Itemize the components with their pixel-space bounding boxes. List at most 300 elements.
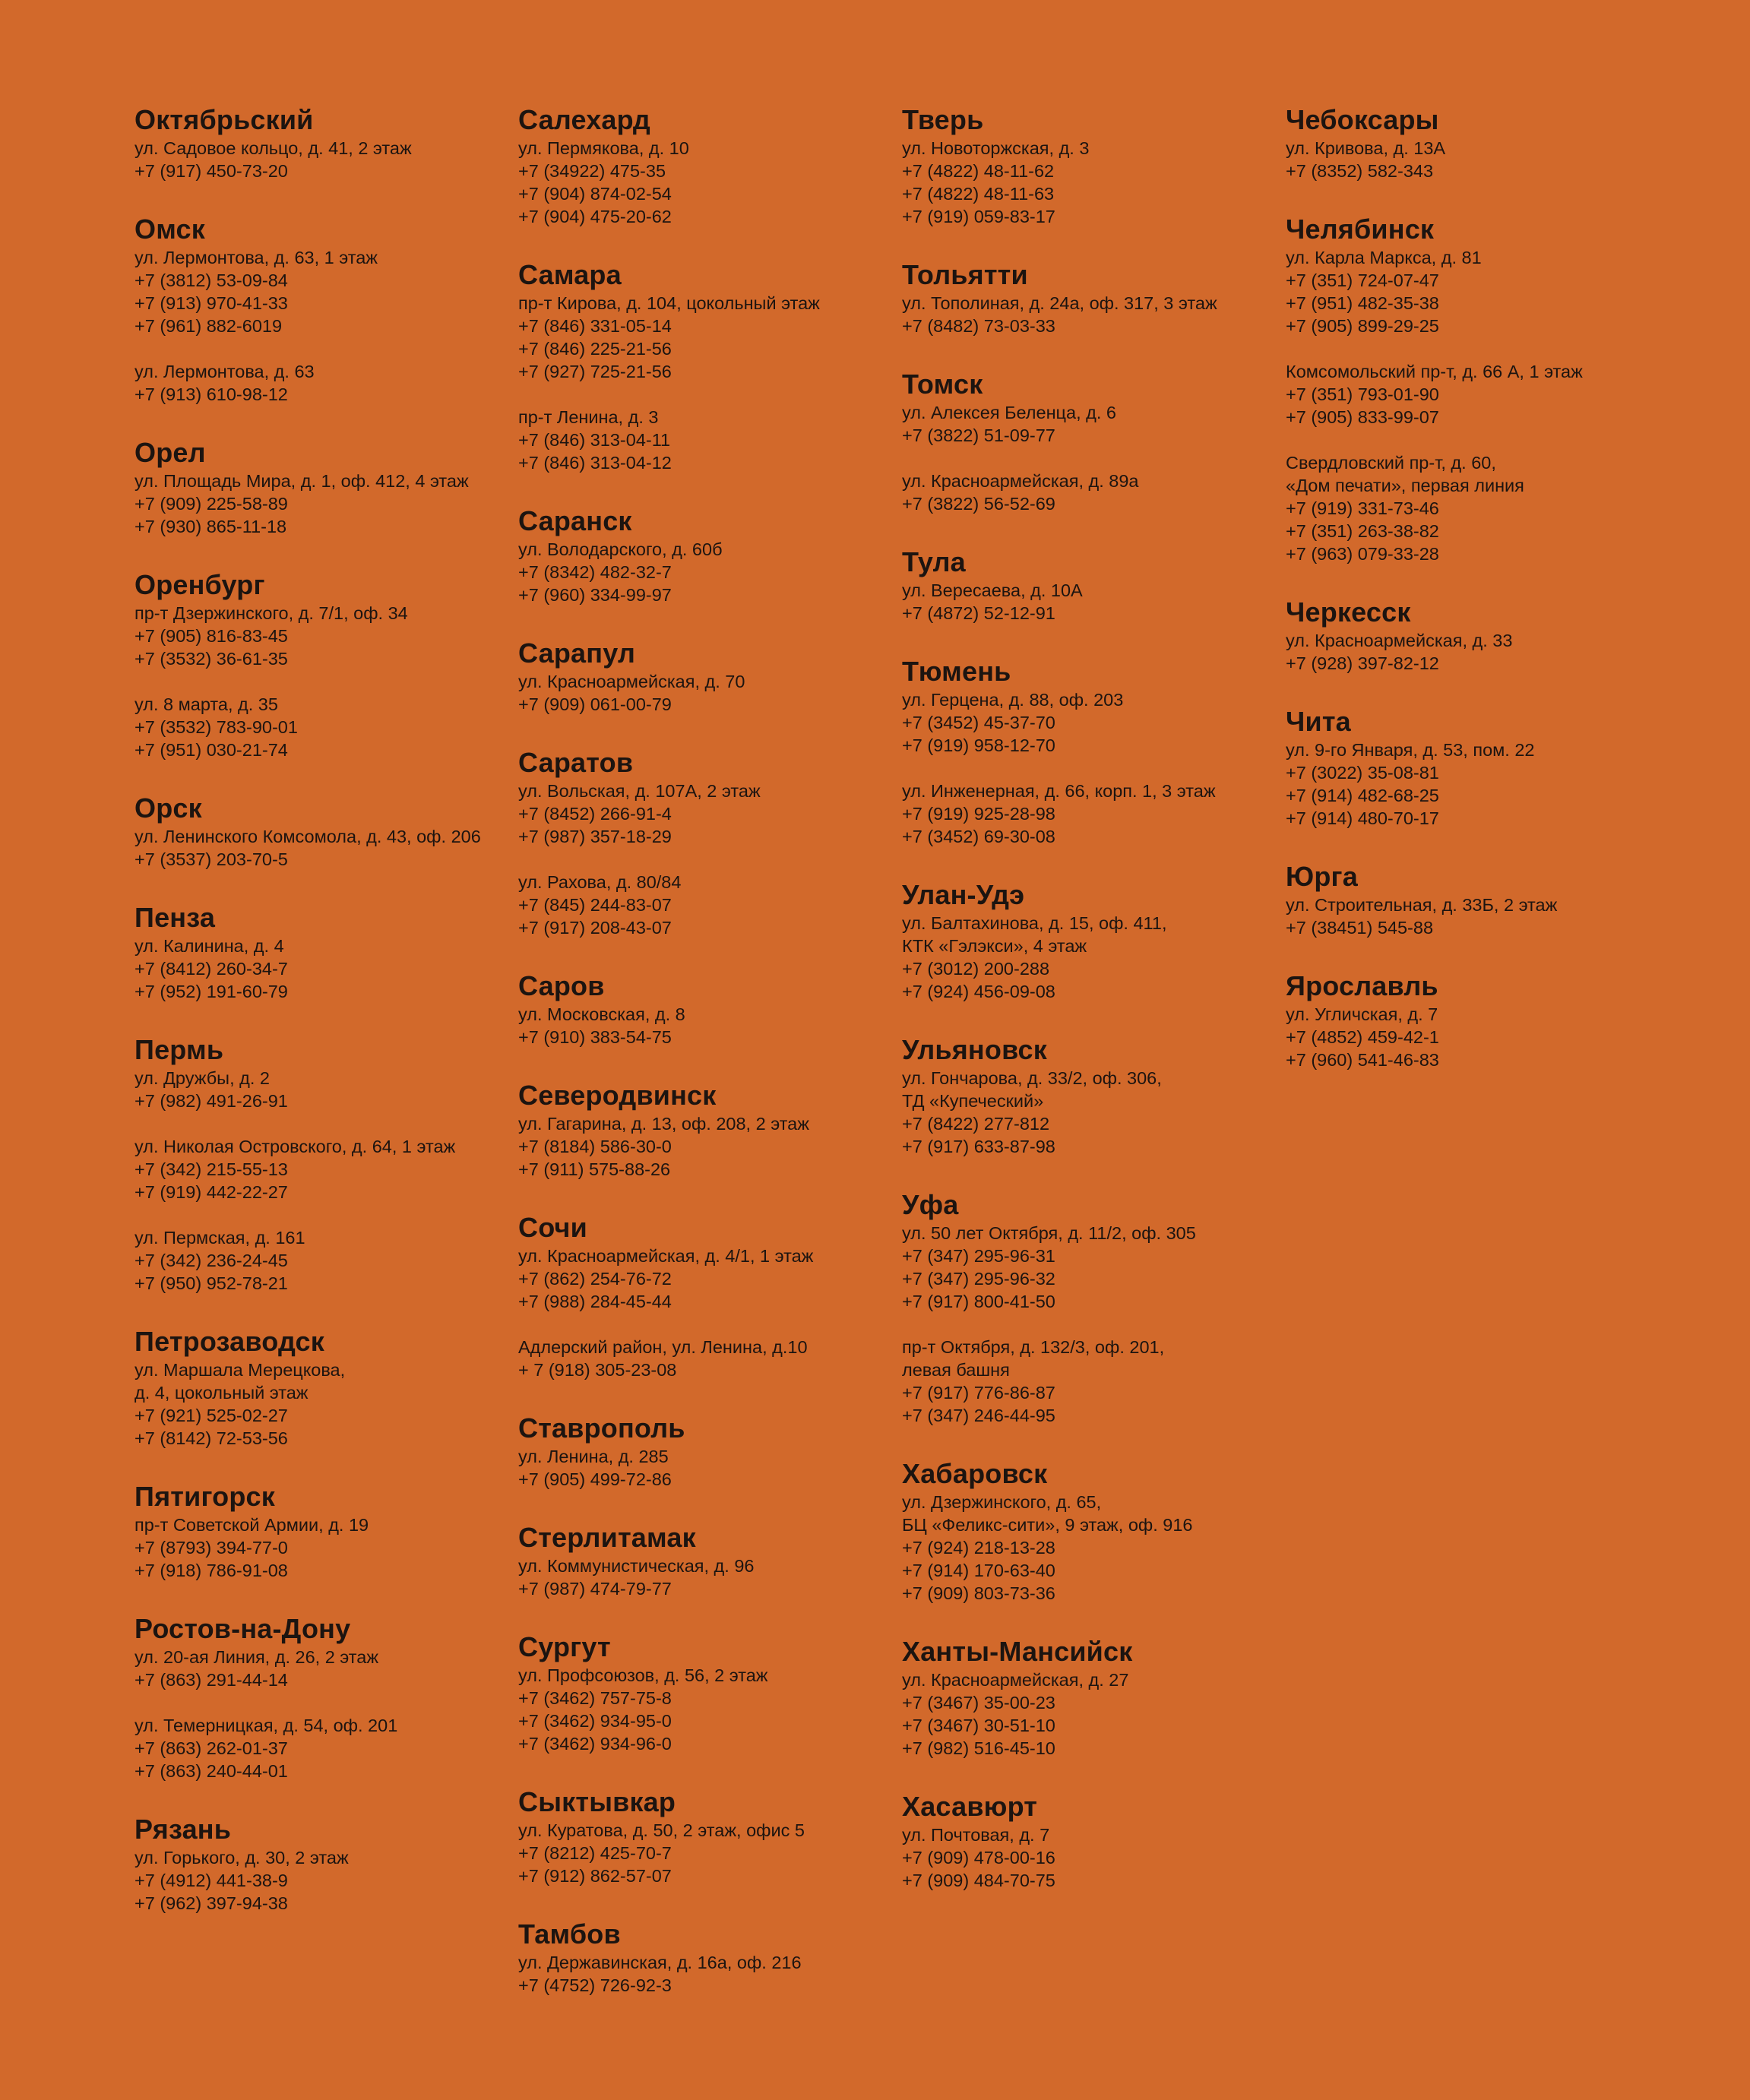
office-block [1286, 629, 1666, 675]
phone-number: +7 (912) 862-57-07 [518, 1866, 672, 1886]
phone-number: +7 (987) 474-79-77 [518, 1579, 672, 1599]
directory-column [518, 103, 898, 2027]
phone-number: +7 (962) 397-94-38 [134, 1893, 288, 1913]
city-name: Чебоксары [1286, 104, 1439, 135]
office-address: ул. Куратова, д. 50, 2 этаж, офис 5 [518, 1820, 805, 1840]
phone-number: + 7 (918) 305-23-08 [518, 1360, 677, 1380]
phone-number: +7 (963) 079-33-28 [1286, 544, 1439, 564]
office-address: ул. Угличская, д. 7 [1286, 1004, 1438, 1024]
city-name: Тольятти [902, 259, 1028, 290]
phone-number: +7 (917) 208-43-07 [518, 918, 672, 938]
office-address: ул. Площадь Мира, д. 1, оф. 412, 4 этаж [134, 471, 469, 491]
office-address: Адлерский район, ул. Ленина, д.10 [518, 1337, 808, 1357]
phone-number: +7 (862) 254-76-72 [518, 1269, 672, 1289]
office-address: ул. Герцена, д. 88, оф. 203 [902, 690, 1124, 710]
phone-number: +7 (919) 331-73-46 [1286, 498, 1439, 518]
office-block [902, 401, 1282, 447]
office-address: ул. Красноармейская, д. 27 [902, 1670, 1129, 1690]
office-block [518, 137, 898, 228]
office-address: пр-т Ленина, д. 3 [518, 407, 659, 427]
city-name: Томск [902, 368, 983, 400]
office-block [134, 137, 514, 182]
phone-number: +7 (917) 633-87-98 [902, 1137, 1055, 1156]
phone-number: +7 (3532) 783-90-01 [134, 717, 298, 737]
city-entry [518, 1412, 898, 1491]
phone-number: +7 (3467) 35-00-23 [902, 1693, 1055, 1713]
phone-number: +7 (961) 882-6019 [134, 316, 283, 336]
city-entry [902, 1188, 1282, 1427]
city-name: Тула [902, 546, 966, 577]
office-address: ул. Красноармейская, д. 70 [518, 672, 745, 691]
office-address: ул. Красноармейская, д. 89а [902, 471, 1139, 491]
office-address: ул. Коммунистическая, д. 96 [518, 1556, 755, 1576]
city-entry [134, 213, 514, 406]
office-address: ул. Горького, д. 30, 2 этаж [134, 1848, 349, 1868]
phone-number: +7 (8793) 394-77-0 [134, 1538, 288, 1558]
city-name: Орск [134, 792, 202, 824]
city-entry [518, 1521, 898, 1600]
phone-number: +7 (863) 240-44-01 [134, 1761, 288, 1781]
office-block [134, 1358, 514, 1450]
phone-number: +7 (8184) 586-30-0 [518, 1137, 672, 1156]
office-address: ул. Лермонтова, д. 63 [134, 362, 315, 381]
office-block [1286, 360, 1666, 429]
office-address: ул. Пермякова, д. 10 [518, 138, 689, 158]
office-address: д. 4, цокольный этаж [134, 1383, 309, 1403]
office-address: пр-т Дзержинского, д. 7/1, оф. 34 [134, 603, 408, 623]
office-block [518, 1003, 898, 1048]
phone-number: +7 (4752) 726-92-3 [518, 1975, 672, 1995]
phone-number: +7 (905) 833-99-07 [1286, 407, 1439, 427]
office-address: ул. Ленина, д. 285 [518, 1447, 669, 1466]
office-address: ул. Карла Маркса, д. 81 [1286, 248, 1482, 267]
city-entry [134, 792, 514, 871]
phone-number: +7 (982) 491-26-91 [134, 1091, 288, 1111]
phone-number: +7 (3022) 35-08-81 [1286, 763, 1439, 783]
city-entry [134, 1480, 514, 1582]
phone-number: +7 (904) 874-02-54 [518, 184, 672, 204]
phone-number: +7 (914) 480-70-17 [1286, 808, 1439, 828]
city-entry [902, 878, 1282, 1003]
office-address: ул. Алексея Беленца, д. 6 [902, 403, 1116, 422]
city-entry [902, 368, 1282, 515]
city-entry [902, 1457, 1282, 1605]
city-name: Пенза [134, 902, 216, 933]
city-name: Октябрьский [134, 104, 314, 135]
phone-number: +7 (4852) 459-42-1 [1286, 1027, 1439, 1047]
phone-number: +7 (950) 952-78-21 [134, 1273, 288, 1293]
office-address: ул. Гончарова, д. 33/2, оф. 306, [902, 1068, 1162, 1088]
phone-number: +7 (342) 215-55-13 [134, 1159, 288, 1179]
office-block [134, 1513, 514, 1582]
phone-number: +7 (845) 244-83-07 [518, 895, 672, 915]
city-entry [518, 103, 898, 228]
office-address: пр-т Кирова, д. 104, цокольный этаж [518, 293, 820, 313]
phone-number: +7 (3822) 56-52-69 [902, 494, 1055, 514]
phone-number: +7 (347) 295-96-31 [902, 1246, 1055, 1266]
phone-number: +7 (846) 313-04-11 [518, 430, 671, 450]
office-block [902, 1222, 1282, 1313]
office-address: ул. Дружбы, д. 2 [134, 1068, 270, 1088]
office-address: пр-т Октября, д. 132/3, оф. 201, [902, 1337, 1165, 1357]
office-address: ул. Ленинского Комсомола, д. 43, оф. 206 [134, 827, 481, 846]
office-block [134, 1067, 514, 1112]
city-entry [902, 103, 1282, 228]
phone-number: +7 (917) 450-73-20 [134, 161, 288, 181]
office-address: ул. 20-ая Линия, д. 26, 2 этаж [134, 1647, 379, 1667]
city-name: Пермь [134, 1034, 224, 1065]
office-address: «Дом печати», первая линия [1286, 476, 1524, 495]
office-address: ул. Дзержинского, д. 65, [902, 1492, 1102, 1512]
city-name: Пятигорск [134, 1481, 275, 1512]
phone-number: +7 (919) 059-83-17 [902, 207, 1055, 226]
phone-number: +7 (3822) 51-09-77 [902, 425, 1055, 445]
office-block [902, 137, 1282, 228]
phone-number: +7 (930) 865-11-18 [134, 517, 287, 536]
phone-number: +7 (3012) 200-288 [902, 959, 1050, 979]
city-entry [518, 637, 898, 716]
office-block [134, 935, 514, 1003]
office-block [518, 292, 898, 383]
phone-number: +7 (914) 482-68-25 [1286, 786, 1439, 805]
phone-number: +7 (8412) 260-34-7 [134, 959, 288, 979]
office-block [134, 360, 514, 406]
phone-number: +7 (3532) 36-61-35 [134, 649, 288, 669]
city-name: Стерлитамак [518, 1522, 696, 1553]
city-name: Самара [518, 259, 622, 290]
office-block [518, 1554, 898, 1600]
phone-number: +7 (8212) 425-70-7 [518, 1843, 672, 1863]
phone-number: +7 (846) 331-05-14 [518, 316, 672, 336]
phone-number: +7 (911) 575-88-26 [518, 1159, 671, 1179]
city-entry [134, 103, 514, 182]
office-block [518, 538, 898, 606]
office-block [518, 780, 898, 848]
city-name: Тамбов [518, 1918, 621, 1950]
phone-number: +7 (904) 475-20-62 [518, 207, 672, 226]
city-entry [1286, 103, 1666, 182]
phone-number: +7 (913) 610-98-12 [134, 384, 288, 404]
office-address: ТД «Купеческий» [902, 1091, 1044, 1111]
office-block [518, 1245, 898, 1313]
office-block [902, 1668, 1282, 1760]
phone-number: +7 (951) 482-35-38 [1286, 293, 1439, 313]
office-block [134, 1714, 514, 1782]
city-name: Улан-Удэ [902, 879, 1025, 910]
office-address: ул. 8 марта, д. 35 [134, 694, 278, 714]
city-entry [518, 969, 898, 1048]
city-entry [1286, 860, 1666, 939]
phone-number: +7 (909) 803-73-36 [902, 1583, 1055, 1603]
phone-number: +7 (8342) 482-32-7 [518, 562, 672, 582]
office-address: ул. Красноармейская, д. 4/1, 1 этаж [518, 1246, 814, 1266]
office-address: Свердловский пр-т, д. 60, [1286, 453, 1496, 473]
office-address: ул. Московская, д. 8 [518, 1004, 685, 1024]
city-entry [1286, 596, 1666, 675]
city-entry [518, 258, 898, 474]
office-block [134, 1646, 514, 1691]
phone-number: +7 (914) 170-63-40 [902, 1561, 1055, 1580]
phone-number: +7 (905) 899-29-25 [1286, 316, 1439, 336]
city-name: Саров [518, 970, 605, 1001]
city-entry [1286, 705, 1666, 830]
phone-number: +7 (347) 295-96-32 [902, 1269, 1055, 1289]
office-block [902, 1067, 1282, 1158]
phone-number: +7 (8352) 582-343 [1286, 161, 1434, 181]
city-name: Ханты-Мансийск [902, 1636, 1133, 1667]
city-name: Хабаровск [902, 1458, 1048, 1489]
phone-number: +7 (3462) 934-95-0 [518, 1711, 672, 1731]
office-block [134, 1135, 514, 1203]
phone-number: +7 (927) 725-21-56 [518, 362, 672, 381]
city-name: Челябинск [1286, 213, 1435, 245]
office-block [134, 1846, 514, 1915]
city-name: Ставрополь [518, 1412, 685, 1444]
city-entry [518, 1079, 898, 1181]
office-block [1286, 893, 1666, 939]
city-entry [902, 258, 1282, 337]
city-name: Ростов-на-Дону [134, 1613, 351, 1644]
city-entry [902, 546, 1282, 625]
phone-number: +7 (3452) 45-37-70 [902, 713, 1055, 732]
office-block [518, 1819, 898, 1887]
office-address: левая башня [902, 1360, 1010, 1380]
phone-number: +7 (952) 191-60-79 [134, 982, 288, 1001]
office-block [134, 470, 514, 538]
office-address: ул. Инженерная, д. 66, корп. 1, 3 этаж [902, 781, 1216, 801]
phone-number: +7 (918) 786-91-08 [134, 1561, 288, 1580]
office-block [902, 470, 1282, 515]
city-entry [518, 1785, 898, 1887]
city-name: Орел [134, 437, 206, 468]
office-block [902, 1823, 1282, 1892]
phone-number: +7 (919) 925-28-98 [902, 804, 1055, 824]
office-address: ул. Профсоюзов, д. 56, 2 этаж [518, 1665, 768, 1685]
office-block [134, 246, 514, 337]
city-entry [518, 1211, 898, 1381]
city-name: Саранск [518, 505, 632, 536]
office-address: ул. Строительная, д. 33Б, 2 этаж [1286, 895, 1558, 915]
office-address: ул. Пермская, д. 161 [134, 1228, 305, 1248]
office-address: ул. Темерницкая, д. 54, оф. 201 [134, 1716, 398, 1735]
phone-number: +7 (928) 397-82-12 [1286, 653, 1439, 673]
city-entry [1286, 969, 1666, 1071]
phone-number: +7 (3462) 934-96-0 [518, 1734, 672, 1754]
office-block [518, 1336, 898, 1381]
city-name: Рязань [134, 1814, 232, 1845]
city-name: Черкесск [1286, 596, 1411, 628]
phone-number: +7 (960) 541-46-83 [1286, 1050, 1439, 1070]
office-block [518, 406, 898, 474]
phone-number: +7 (909) 478-00-16 [902, 1848, 1055, 1868]
office-block [134, 1226, 514, 1295]
office-address: ул. Державинская, д. 16а, оф. 216 [518, 1953, 802, 1972]
city-name: Салехард [518, 104, 650, 135]
city-entry [902, 1635, 1282, 1760]
phone-number: +7 (846) 225-21-56 [518, 339, 672, 359]
office-block [1286, 738, 1666, 830]
phone-number: +7 (905) 816-83-45 [134, 626, 288, 646]
office-block [1286, 137, 1666, 182]
phone-number: +7 (8422) 277-812 [902, 1114, 1050, 1134]
phone-number: +7 (919) 958-12-70 [902, 735, 1055, 755]
city-name: Петрозаводск [134, 1326, 324, 1357]
office-address: пр-т Советской Армии, д. 19 [134, 1515, 369, 1535]
phone-number: +7 (921) 525-02-27 [134, 1406, 288, 1425]
office-address: ул. 9-го Января, д. 53, пом. 22 [1286, 740, 1535, 760]
city-entry [902, 1790, 1282, 1892]
office-address: ул. Николая Островского, д. 64, 1 этаж [134, 1137, 456, 1156]
city-name: Хасавюрт [902, 1791, 1038, 1822]
phone-number: +7 (4912) 441-38-9 [134, 1871, 288, 1890]
office-address: ул. 50 лет Октября, д. 11/2, оф. 305 [902, 1223, 1196, 1243]
phone-number: +7 (917) 800-41-50 [902, 1292, 1055, 1311]
city-name: Оренбург [134, 569, 265, 600]
office-block [902, 579, 1282, 625]
phone-number: +7 (351) 724-07-47 [1286, 270, 1439, 290]
phone-number: +7 (909) 061-00-79 [518, 694, 672, 714]
city-name: Сыктывкар [518, 1786, 676, 1817]
office-address: ул. Калинина, д. 4 [134, 936, 284, 956]
office-block [134, 693, 514, 761]
office-block [1286, 1003, 1666, 1071]
phone-number: +7 (987) 357-18-29 [518, 827, 672, 846]
office-address: ул. Вересаева, д. 10А [902, 580, 1083, 600]
office-block [518, 1951, 898, 1997]
office-block [902, 292, 1282, 337]
phone-number: +7 (4822) 48-11-62 [902, 161, 1055, 181]
office-block [518, 1445, 898, 1491]
city-entry [902, 1033, 1282, 1158]
phone-number: +7 (913) 970-41-33 [134, 293, 288, 313]
office-address: ул. Маршала Мерецкова, [134, 1360, 346, 1380]
city-name: Ульяновск [902, 1034, 1047, 1065]
office-address: ул. Кривова, д. 13А [1286, 138, 1446, 158]
phone-number: +7 (3462) 757-75-8 [518, 1688, 672, 1708]
city-entry [902, 655, 1282, 848]
directory-column [902, 103, 1282, 1922]
office-block [902, 688, 1282, 757]
city-entry [518, 1918, 898, 1997]
city-name: Юрга [1286, 861, 1358, 892]
city-entry [134, 1813, 514, 1915]
office-address: ул. Почтовая, д. 7 [902, 1825, 1050, 1845]
phone-number: +7 (910) 383-54-75 [518, 1027, 672, 1047]
office-block [518, 1112, 898, 1181]
city-name: Сарапул [518, 637, 636, 669]
city-name: Уфа [902, 1189, 959, 1220]
city-entry [1286, 213, 1666, 565]
office-address: ул. Красноармейская, д. 33 [1286, 631, 1513, 650]
office-address: ул. Лермонтова, д. 63, 1 этаж [134, 248, 378, 267]
office-address: КТК «Гэлэкси», 4 этаж [902, 936, 1087, 956]
office-block [518, 1664, 898, 1755]
phone-number: +7 (951) 030-21-74 [134, 740, 288, 760]
city-entry [518, 1630, 898, 1755]
phone-number: +7 (8482) 73-03-33 [902, 316, 1055, 336]
office-block [902, 912, 1282, 1003]
office-address: ул. Новоторжская, д. 3 [902, 138, 1090, 158]
phone-number: +7 (38451) 545-88 [1286, 918, 1434, 938]
office-block [1286, 451, 1666, 565]
office-address: ул. Гагарина, д. 13, оф. 208, 2 этаж [518, 1114, 809, 1134]
city-entry [134, 568, 514, 761]
city-name: Ярославль [1286, 970, 1438, 1001]
office-block [518, 871, 898, 939]
office-address: ул. Володарского, д. 60б [518, 539, 723, 559]
phone-number: +7 (34922) 475-35 [518, 161, 666, 181]
phone-number: +7 (342) 236-24-45 [134, 1251, 288, 1270]
office-block [902, 780, 1282, 848]
office-address: БЦ «Феликс-сити», 9 этаж, оф. 916 [902, 1515, 1193, 1535]
phone-number: +7 (988) 284-45-44 [518, 1292, 672, 1311]
city-entry [134, 1325, 514, 1450]
phone-number: +7 (917) 776-86-87 [902, 1383, 1055, 1403]
city-entry [134, 1612, 514, 1782]
phone-number: +7 (3452) 69-30-08 [902, 827, 1055, 846]
directory-column [1286, 103, 1666, 1102]
office-block [1286, 246, 1666, 337]
phone-number: +7 (347) 246-44-95 [902, 1406, 1055, 1425]
city-name: Саратов [518, 747, 634, 778]
city-entry [134, 436, 514, 538]
city-name: Северодвинск [518, 1080, 717, 1111]
phone-number: +7 (3537) 203-70-5 [134, 849, 288, 869]
directory-column [134, 103, 514, 1945]
phone-number: +7 (4822) 48-11-63 [902, 184, 1055, 204]
phone-number: +7 (919) 442-22-27 [134, 1182, 288, 1202]
city-name: Сургут [518, 1631, 611, 1662]
city-entry [134, 1033, 514, 1295]
phone-number: +7 (982) 516-45-10 [902, 1738, 1055, 1758]
phone-number: +7 (3467) 30-51-10 [902, 1716, 1055, 1735]
city-entry [134, 901, 514, 1003]
phone-number: +7 (909) 225-58-89 [134, 494, 288, 514]
office-block [134, 825, 514, 871]
phone-number: +7 (846) 313-04-12 [518, 453, 672, 473]
phone-number: +7 (8142) 72-53-56 [134, 1428, 288, 1448]
phone-number: +7 (8452) 266-91-4 [518, 804, 672, 824]
office-block [518, 670, 898, 716]
office-address: ул. Рахова, д. 80/84 [518, 872, 682, 892]
city-name: Чита [1286, 706, 1351, 737]
city-name: Тверь [902, 104, 984, 135]
office-block [902, 1491, 1282, 1605]
office-block [134, 602, 514, 670]
office-address: ул. Вольская, д. 107А, 2 этаж [518, 781, 761, 801]
phone-number: +7 (905) 499-72-86 [518, 1469, 672, 1489]
phone-number: +7 (924) 456-09-08 [902, 982, 1055, 1001]
office-address: ул. Тополиная, д. 24а, оф. 317, 3 этаж [902, 293, 1217, 313]
phone-number: +7 (960) 334-99-97 [518, 585, 672, 605]
phone-number: +7 (863) 291-44-14 [134, 1670, 288, 1690]
office-block [902, 1336, 1282, 1427]
phone-number: +7 (924) 218-13-28 [902, 1538, 1055, 1558]
city-name: Сочи [518, 1212, 587, 1243]
city-name: Омск [134, 213, 205, 245]
phone-number: +7 (4872) 52-12-91 [902, 603, 1055, 623]
office-address: Комсомольский пр-т, д. 66 А, 1 этаж [1286, 362, 1583, 381]
office-address: ул. Балтахинова, д. 15, оф. 411, [902, 913, 1167, 933]
city-name: Тюмень [902, 656, 1011, 687]
city-entry [518, 504, 898, 606]
phone-number: +7 (3812) 53-09-84 [134, 270, 288, 290]
city-entry [518, 746, 898, 939]
phone-number: +7 (909) 484-70-75 [902, 1871, 1055, 1890]
phone-number: +7 (863) 262-01-37 [134, 1738, 288, 1758]
phone-number: +7 (351) 263-38-82 [1286, 521, 1439, 541]
phone-number: +7 (351) 793-01-90 [1286, 384, 1439, 404]
